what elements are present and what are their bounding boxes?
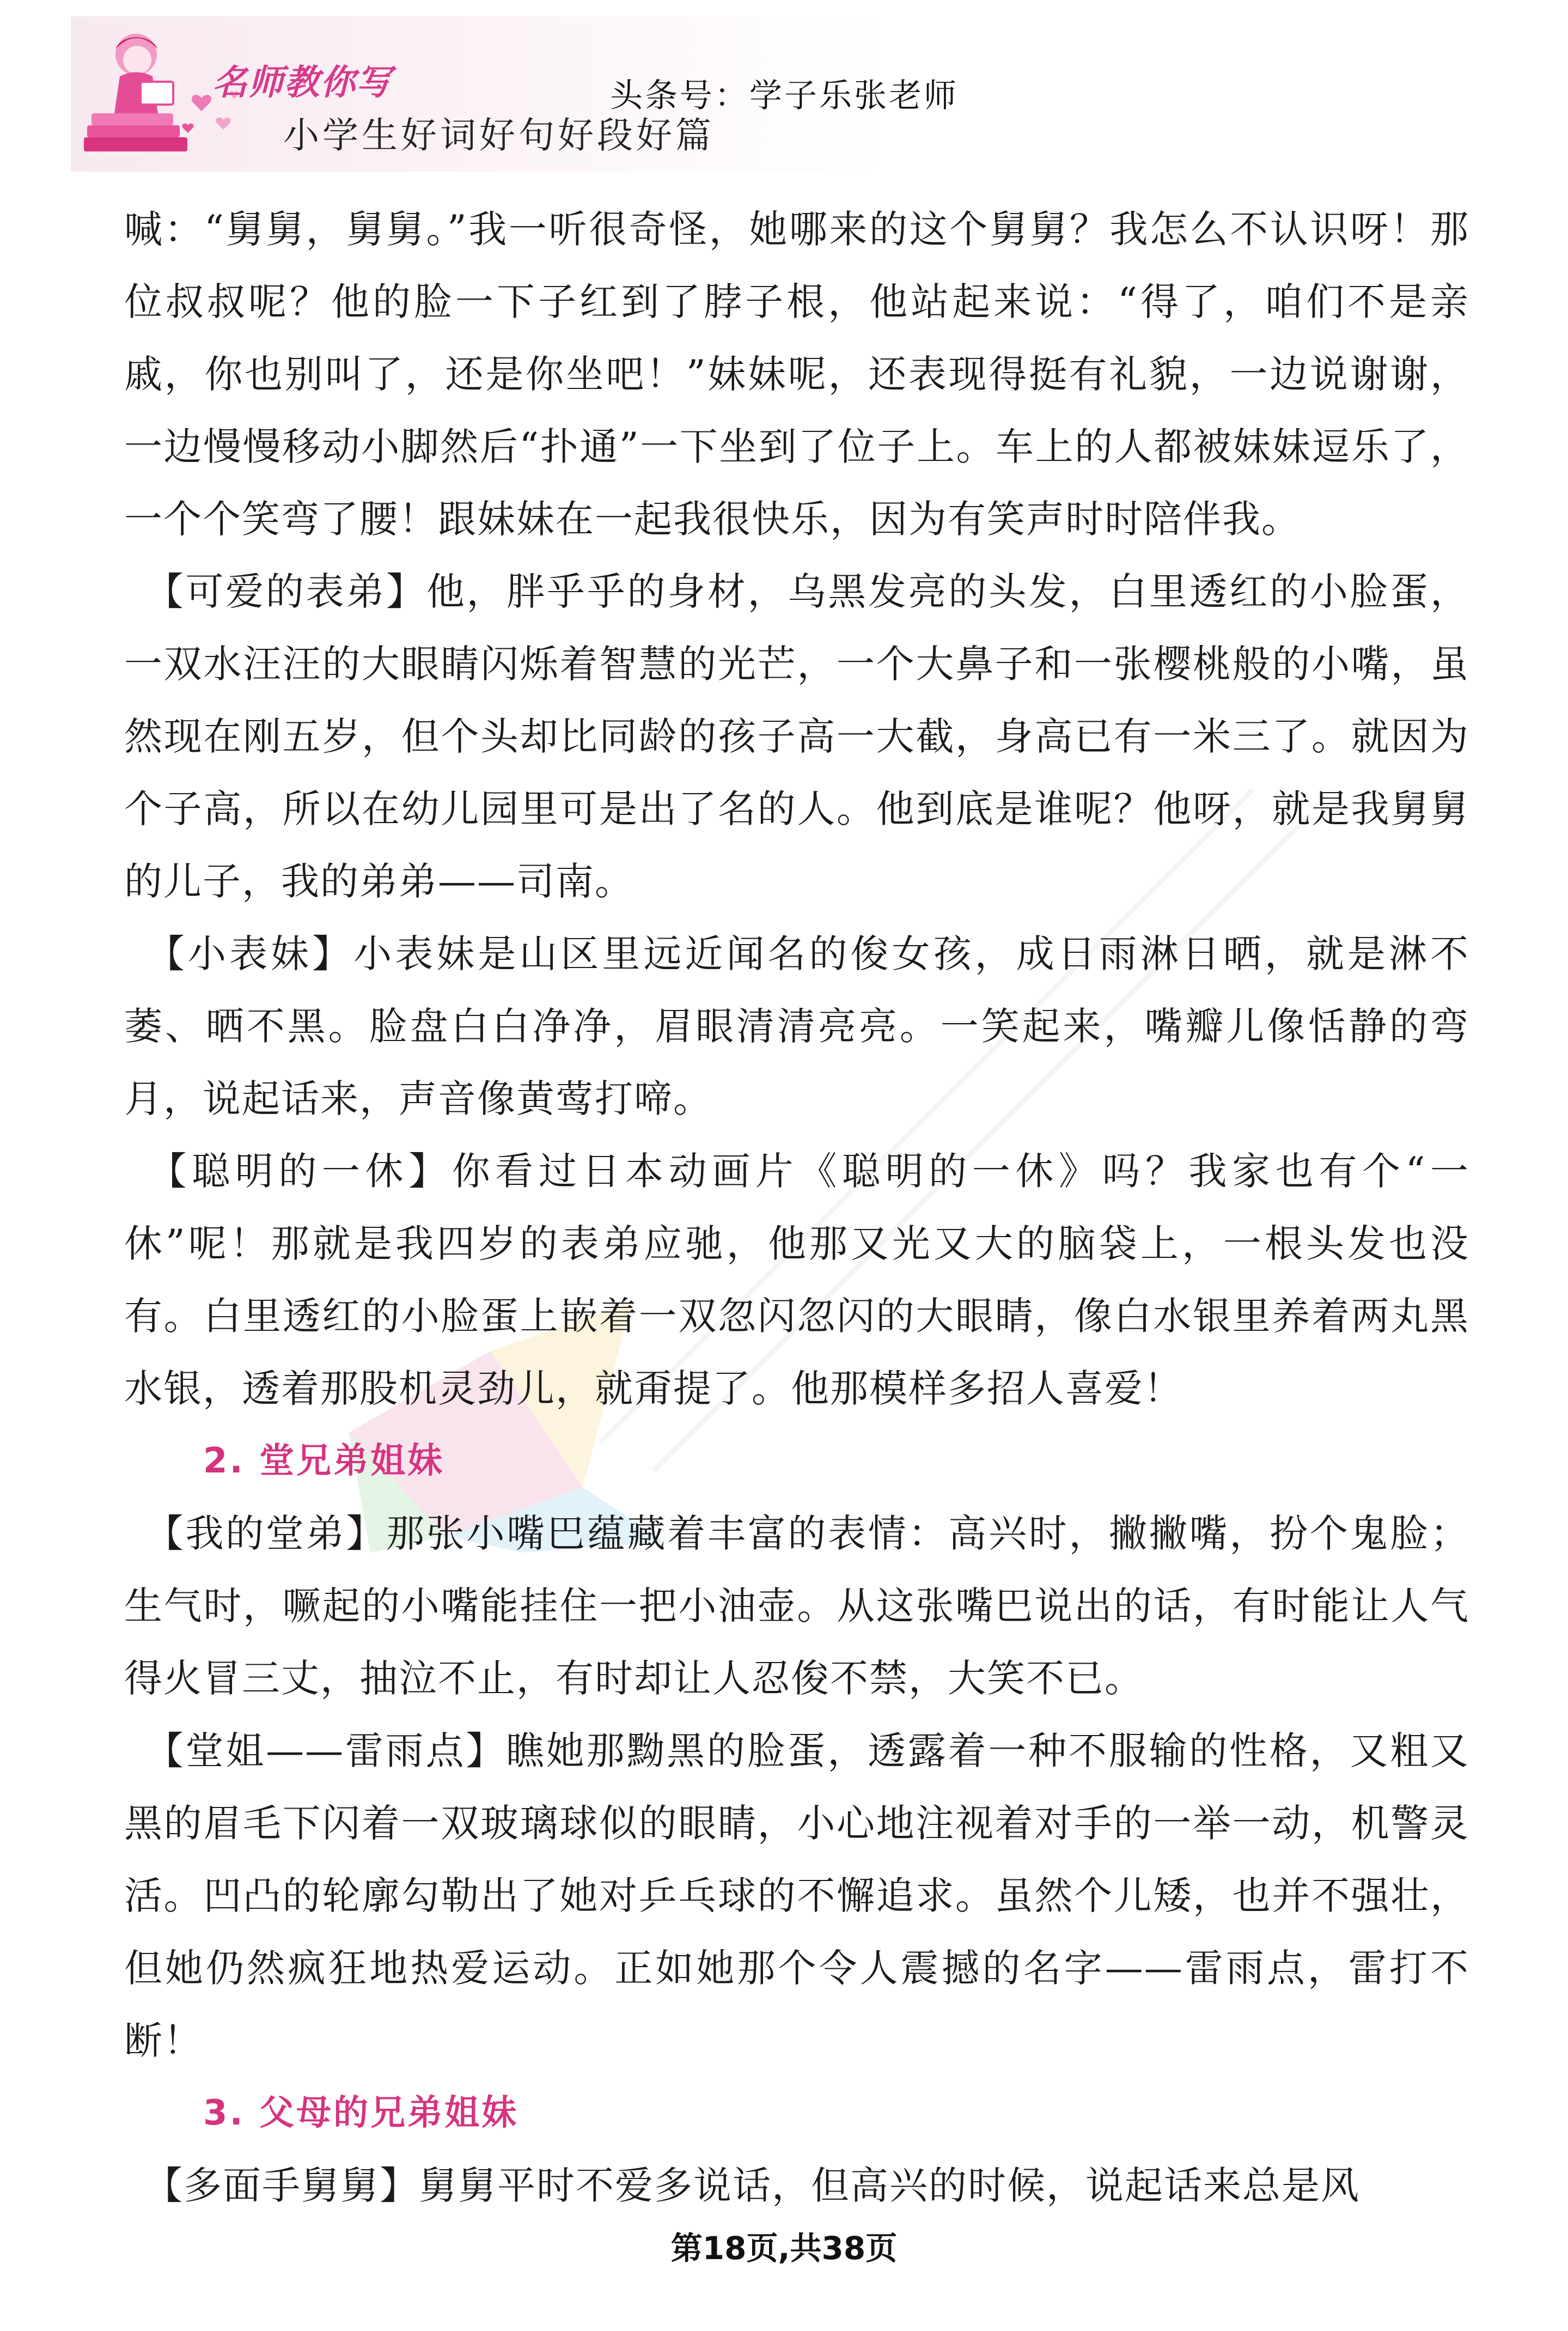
paragraph: 喊：“舅舅，舅舅。”我一听很奇怪，她哪来的这个舅舅？我怎么不认识呀！那位叔叔呢？他的脸一下子红到了脖子根，他站起来说：“得了，咱们不是亲戚，你也别叫了，还是你坐吧！”妹妹呢，还表现得挺有礼貌，一边说谢谢，一边慢慢移动小脚然后“扑通”一下坐到了位子上。车上的人都被妹妹逗乐了，一个个笑弯了腰！跟妹妹在一起我很快乐，因为有笑声时时陪伴我。 xyxy=(124,207,1469,541)
series-title: 名师教你写 xyxy=(212,62,392,103)
author-label: 头条号：学子乐张老师 xyxy=(610,77,959,115)
paragraph: 【小表妹】小表妹是山区里远近闻名的俊女孩，成日雨淋日晒，就是淋不萎、晒不黑。脸盘白白净净，眉眼清清亮亮。一笑起来，嘴瓣儿像恬静的弯月，说起话来，声音像黄莺打啼。 xyxy=(124,932,1469,1121)
paragraph: 【聪明的一休】你看过日本动画片《聪明的一休》吗？我家也有个“一休”呢！那就是我四岁的表弟应驰，他那又光又大的脑袋上，一根头发也没有。白里透红的小脸蛋上嵌着一双忽闪忽闪的大眼睛，像白水银里养着两丸黑水银，透着那股机灵劲儿，就甭提了。他那模样多招人喜爱！ xyxy=(124,1149,1469,1411)
section-heading: 2. 堂兄弟姐妹 xyxy=(203,1441,445,1481)
article-body xyxy=(124,193,1469,2222)
paragraph: 【我的堂弟】那张小嘴巴蕴藏着丰富的表情：高兴时，撇撇嘴，扮个鬼脸；生气时，噘起的小嘴能挂住一把小油壶。从这张嘴巴说出的话，有时能让人气得火冒三丈，抽泣不止，有时却让人忍俊不禁，大笑不已。 xyxy=(124,1511,1469,1701)
section-heading: 3. 父母的兄弟姐妹 xyxy=(203,2093,519,2133)
paragraph: 【可爱的表弟】他，胖乎乎的身材，乌黑发亮的头发，白里透红的小脸蛋，一双水汪汪的大眼睛闪烁着智慧的光芒，一个大鼻子和一张樱桃般的小嘴，虽然现在刚五岁，但个头却比同龄的孩子高一大截，身高已有一米三了。就因为个子高，所以在幼儿园里可是出了名的人。他到底是谁呢？他呀，就是我舅舅的儿子，我的弟弟——司南。 xyxy=(124,569,1469,904)
paragraph: 【堂姐——雷雨点】瞧她那黝黑的脸蛋，透露着一种不服输的性格，又粗又黑的眉毛下闪着一双玻璃球似的眼睛，小心地注视着对手的一举一动，机警灵活。凹凸的轮廓勾勒出了她对乒乓球的不懈追求。虽然个儿矮，也并不强壮，但她仍然疯狂地热爱运动。正如她那个令人震撼的名字——雷雨点，雷打不断！ xyxy=(124,1729,1469,2063)
book-title: 小学生好词好句好段好篇 xyxy=(283,114,715,156)
paragraph: 【多面手舅舅】舅舅平时不爱多说话，但高兴的时候，说起话来总是风 xyxy=(124,2163,1360,2208)
page-number: 第18页,共38页 xyxy=(670,2230,898,2267)
